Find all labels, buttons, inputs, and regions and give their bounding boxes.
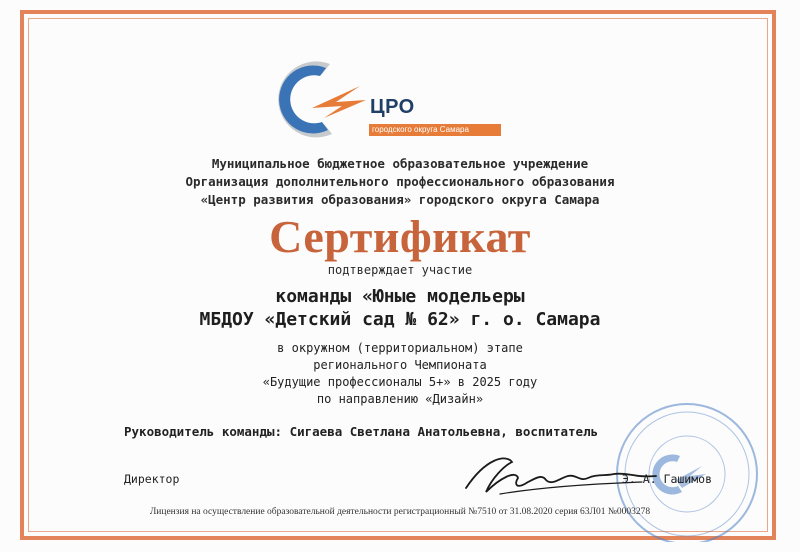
director-label: Директор: [124, 472, 180, 486]
logo-subtitle: городского округа Самара: [369, 124, 501, 136]
license-text: Лицензия на осуществление образовательной деятельности регистрационный №7510 от 31.08.2020 серия 63Л01 №0003278: [149, 507, 651, 517]
org-line-3: «Центр развития образования» городского округа Самара: [200, 192, 600, 207]
team-line-1: команды «Юные модельеры: [275, 286, 525, 307]
event-line-1: в окружном (территориальном) этапе: [277, 341, 523, 355]
certificate-title: Сертификат: [269, 211, 531, 262]
confirm-text: подтверждает участие: [327, 263, 473, 277]
org-line-1: Муниципальное бюджетное образовательное учреждение: [211, 156, 589, 171]
event-line-2: регионального Чемпионата: [313, 358, 487, 372]
org-line-2: Организация дополнительного профессионального образования: [185, 174, 615, 189]
logo-name: ЦРО: [370, 96, 415, 118]
director-name: Э. А. Гашимов: [622, 472, 713, 486]
event-line-3: «Будущие профессионалы 5+» в 2025 году: [262, 375, 538, 389]
team-leader: Руководитель команды: Сигаева Светлана Анатольевна, воспитатель: [124, 424, 599, 439]
team-line-2: МБДОУ «Детский сад № 62» г. о. Самара: [199, 309, 601, 330]
event-line-4: по направлению «Дизайн»: [316, 392, 484, 406]
